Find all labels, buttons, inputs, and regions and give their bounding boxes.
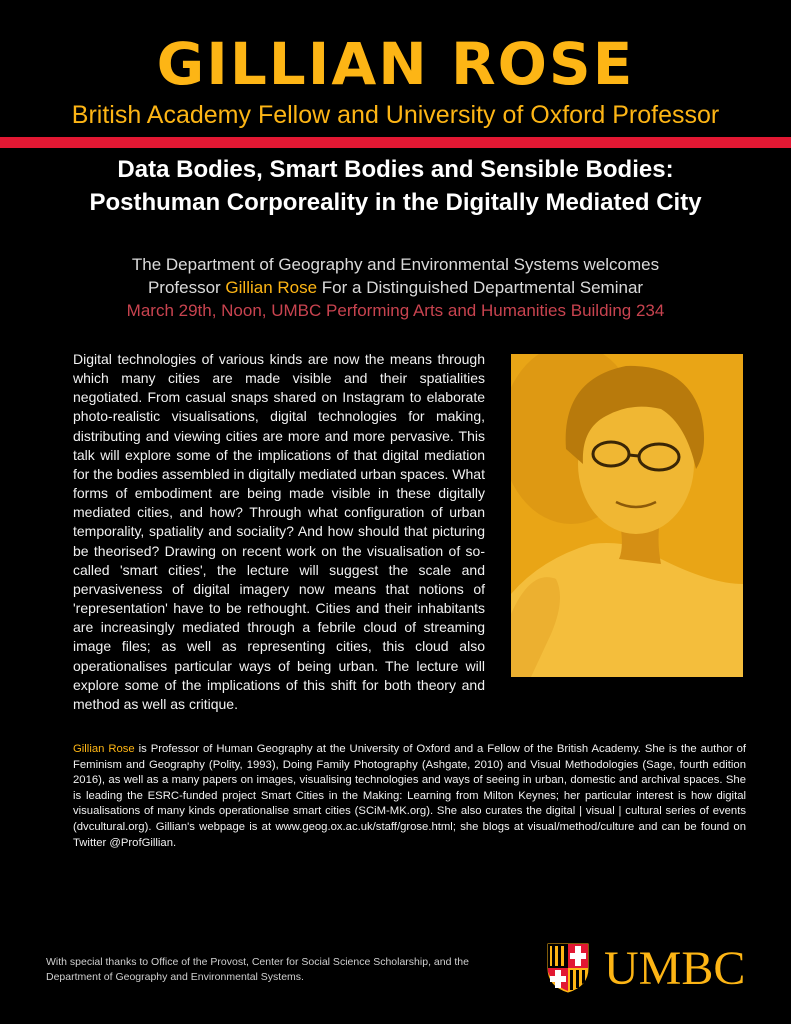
intro-line1: The Department of Geography and Environmental Systems welcomes (131, 255, 660, 274)
talk-title-line1: Data Bodies, Smart Bodies and Sensible Bodies: (117, 156, 674, 183)
talk-title-line2: Posthuman Corporeality in the Digitally Mediated City (89, 189, 702, 216)
speaker-bio (73, 742, 746, 851)
speaker-subtitle: British Academy Fellow and University of Oxford Professor (71, 101, 720, 129)
portrait-photo-icon (511, 354, 743, 677)
intro-suffix: For a Distinguished Departmental Seminar (317, 278, 644, 297)
portrait-photo (511, 354, 743, 677)
intro-prefix: Professor (147, 278, 226, 297)
acknowledgements (46, 955, 526, 985)
umbc-logo (544, 942, 749, 994)
intro-line2 (0, 276, 791, 299)
red-divider (0, 137, 791, 148)
intro-block (0, 253, 791, 322)
bio-text: is Professor of Human Geography at the University of Oxford and a Fellow of the British Academy. She is the author of Feminism and Geography (Polity, 1993), Doing Family Photography (Ashgate, 2010) and Visual Methodologies (Sage, fourth edition 2016), as well as a many papers on images, visualising technologies and ways of seeing in urban, domestic and archival spaces. She is leading the ESRC-funded project Smart Cities in the Making: Learning from Milton Keynes; her particular interest is how digital visualisations of many kinds operationalise smart cities (SCiM-MK.org). She also curates the digital | visual | cultural series of events (dvcultural.org). Gillian's webpage is at www.geog.ox.ac.uk/staff/grose.html; she blogs at visual/method/culture and can be found on Twitter @ProfGillian. (73, 743, 746, 849)
talk-title (0, 153, 791, 219)
umbc-logo-text: UMBC (604, 942, 746, 995)
bio-name: Gillian Rose (73, 743, 135, 755)
thanks-line1: With special thanks to Office of the Provost, Center for Social Science Scholarship, and the (46, 956, 469, 968)
event-details: March 29th, Noon, UMBC Performing Arts and Humanities Building 234 (126, 301, 665, 320)
umbc-shield-icon (544, 942, 592, 994)
speaker-name: GILLIAN ROSE (156, 30, 635, 98)
abstract-text: Digital technologies of various kinds are now the means through which many cities are made visible and their spatialities negotiated. From casual snaps shared on Instagram to elaborate photo-realistic visualisations, digital technologies for making, distributing and viewing cities are more and more pervasive. This talk will explore some of the implications of that digital mediation for the bodies assembled in digitally mediated urban spaces. What forms of embodiment are being made visible in these digitally mediated cities, and how? Through what configuration of urban temporality, spatiality and sociality? And how should that picturing be theorised? Drawing on recent work on the visualisation of so-called 'smart cities', the lecture will suggest the scale and pervasiveness of digital imagery now means that notions of 'representation' have to be rethought. Cities and their inhabitants are increasingly mediated through a febrile cloud of streaming image files; as well as representing cities, this cloud also operationalises particular ways of being urban. The lecture will explore some of the implications of this shift for both theory and method as well as critique. (73, 351, 485, 712)
thanks-line2: Department of Geography and Environmental Systems. (46, 971, 304, 983)
intro-speaker-name: Gillian Rose (225, 278, 318, 297)
